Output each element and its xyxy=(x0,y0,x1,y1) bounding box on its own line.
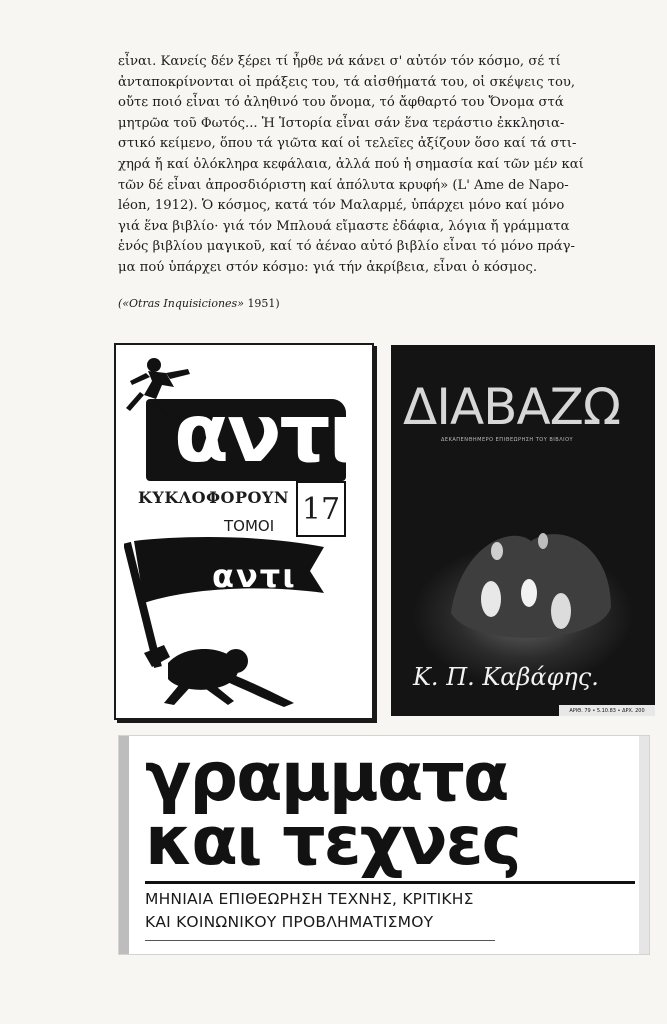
circulation-label: ΚΥΚΛΟΦΟΡΟΥΝ xyxy=(138,488,289,507)
issue-strip: ΑΡΙΘ. 79 • 5.10.83 • ΔΡΧ. 200 xyxy=(559,705,655,716)
diabazo-title: ΔΙΑΒΑΖΩ xyxy=(403,378,621,436)
text-line: ἀνταποκρίνονται οἱ πράξεις του, τά αἰσθήματά του, οἱ σκέψεις του, xyxy=(118,74,576,90)
diabazo-subtitle: ΔΕΚΑΠΕΝΘΗΜΕΡΟ ΕΠΙΘΕΩΡΗΣΗ ΤΟΥ ΒΙΒΛΙΟΥ xyxy=(441,437,574,443)
subtitle-line: ΚΑΙ ΚΟΙΝΩΝΙΚΟΥ ΠΡΟΒΛΗΜΑΤΙΣΜΟΥ xyxy=(145,913,434,931)
text-line: μητρῶα τοῦ Φωτός... Ἡ Ἱστορία εἶναι σάν ἕνα τεράστιο ἐκκλησια- xyxy=(118,115,565,131)
source-year: 1951) xyxy=(247,297,280,310)
diabazo-cover xyxy=(391,345,655,716)
text-line: οὔτε ποιό εἶναι τό ἀληθινό του ὄνομα, τό ἄφθαρτό του Ὄνομα στά xyxy=(118,95,564,111)
volumes-count-box: 17 xyxy=(296,481,346,537)
source-work: («Otras Inquisiciones» xyxy=(118,297,244,310)
masthead-line-1: γραμματα xyxy=(145,738,508,817)
grammata-kai-technes-advert xyxy=(118,735,650,955)
source-citation xyxy=(118,297,280,310)
masthead-line-2: και τεχνες xyxy=(145,802,520,881)
text-line: ἑνός βιβλίου μαγικοῦ, καί τό ἀέναο αὐτό βιβλίο εἶναι τό μόνο πράγ- xyxy=(118,239,576,255)
text-line: στικό κείμενο, ὅπου τά γιῶτα καί οἱ τελεῖες ἀξίζουν ὅσο καί τά στι- xyxy=(118,136,577,152)
text-line: μα πού ὑπάρχει στόν κόσμο: γιά τήν ἀκρίβεια, εἶναι ὁ κόσμος. xyxy=(118,259,538,275)
text-line: γιά ἕνα βιβλίο· γιά τόν Μπλουά εἴμαστε ἐδάφια, λόγια ἤ γράμματα xyxy=(118,218,570,234)
text-line: εἶναι. Κανείς δέν ξέρει τί ἦρθε νά κάνει σ' αὐτόν τόν κόσμο, σέ τί xyxy=(118,54,561,69)
masthead-subtitle xyxy=(145,888,639,934)
right-shadow-strip xyxy=(639,736,649,954)
masthead-rule xyxy=(145,881,635,884)
text-line: léon, 1912). Ὁ κόσμος, κατά τόν Μαλαρμέ, ὑπάρχει μόνο καί μόνο xyxy=(118,198,565,214)
left-shadow-strip xyxy=(119,736,129,954)
cavafy-signature: Κ. Π. Καβάφης. xyxy=(413,663,599,691)
volumes-label: ΤΟΜΟΙ xyxy=(224,517,275,535)
text-line: χηρά ἤ καί ὁλόκληρα κεφάλαια, ἀλλά πού ἡ σημασία καί τῶν μέν καί xyxy=(118,156,584,172)
subtitle-rule xyxy=(145,940,495,941)
subtitle-line: ΜΗΝΙΑΙΑ ΕΠΙΘΕΩΡΗΣΗ ΤΕΧΝΗΣ, ΚΡΙΤΙΚΗΣ xyxy=(145,890,474,908)
anti-advert xyxy=(114,343,374,720)
flag-text: αντι xyxy=(212,557,297,595)
essay-text xyxy=(118,52,640,279)
text-line: τῶν δέ εἶναι ἀπροσδιόριστη καί ἀπόλυτα κρυφή» (L' Ame de Napo- xyxy=(118,177,569,193)
anti-logo-text: αντι xyxy=(174,387,358,480)
